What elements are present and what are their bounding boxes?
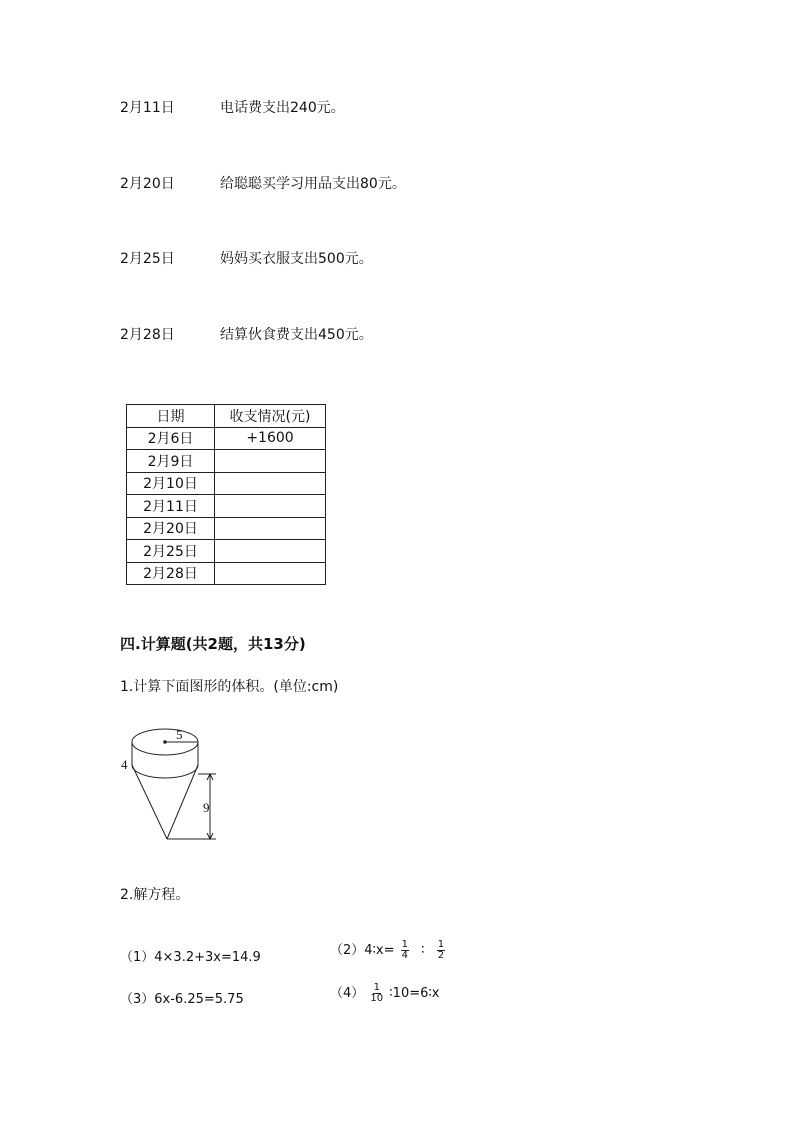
fraction-denominator: 10 [370, 993, 384, 1004]
row-date: 2月9日 [127, 450, 215, 473]
cylinder-bottom-arc [132, 765, 198, 778]
table-row [127, 495, 326, 518]
section-title: 四.计算题(共2题，共13分) [120, 635, 306, 653]
row-date: 2月11日 [127, 495, 215, 518]
question-1: 1.计算下面图形的体积。(单位:cm) [120, 679, 339, 695]
table-row [127, 472, 326, 495]
cylinder-height-label: 4 [121, 757, 128, 772]
row-date: 2月6日 [127, 427, 215, 450]
entry-text: 电话费支出240元。 [220, 100, 345, 116]
entry-text: 给聪聪买学习用品支出80元。 [220, 176, 406, 192]
row-amount [215, 562, 326, 585]
row-amount [215, 450, 326, 473]
equation-4-prefix: （4） [330, 986, 365, 1001]
equation-2 [330, 939, 447, 961]
table-row [127, 427, 326, 450]
fraction-numerator: 1 [401, 939, 409, 950]
entry-date: 2月25日 [120, 251, 175, 267]
equation-1: （1）4×3.2+3x=14.9 [120, 950, 261, 965]
row-amount [215, 495, 326, 518]
equation-4 [330, 982, 439, 1004]
row-date: 2月28日 [127, 562, 215, 585]
income-expense-table [126, 404, 326, 585]
header-date: 日期 [127, 405, 215, 428]
row-date: 2月20日 [127, 517, 215, 540]
question-2: 2.解方程。 [120, 887, 190, 903]
ratio-sign: ∶ [421, 943, 425, 958]
cylinder-cone-figure [112, 722, 232, 852]
equation-3: （3）6x-6.25=5.75 [120, 992, 244, 1007]
table-row [127, 517, 326, 540]
fraction-numerator: 1 [373, 982, 380, 993]
entry-date: 2月20日 [120, 176, 175, 192]
row-date: 2月10日 [127, 472, 215, 495]
row-date: 2月25日 [127, 540, 215, 563]
equation-4-suffix: ∶10=6∶x [389, 986, 440, 1001]
fraction-numerator: 1 [437, 939, 445, 950]
table-row [127, 540, 326, 563]
center-dot [163, 740, 167, 744]
header-amount: 收支情况(元) [215, 405, 326, 428]
row-amount: +1600 [215, 427, 326, 450]
fraction-denominator: 2 [437, 950, 445, 961]
fraction-denominator: 4 [401, 950, 409, 961]
row-amount [215, 517, 326, 540]
radius-label: 5 [176, 727, 183, 742]
fraction [401, 940, 409, 961]
cone-height-label: 9 [203, 800, 210, 815]
entry-text: 结算伙食费支出450元。 [220, 327, 373, 343]
entry-text: 妈妈买衣服支出500元。 [220, 251, 373, 267]
entry-date: 2月11日 [120, 100, 175, 116]
row-amount [215, 472, 326, 495]
table-row [127, 450, 326, 473]
fraction [370, 983, 383, 1004]
entry-date: 2月28日 [120, 327, 175, 343]
table-row [127, 562, 326, 585]
row-amount [215, 540, 326, 563]
table-header-row [127, 405, 326, 428]
equation-2-prefix: （2）4∶x= [330, 943, 395, 958]
fraction [437, 940, 445, 961]
